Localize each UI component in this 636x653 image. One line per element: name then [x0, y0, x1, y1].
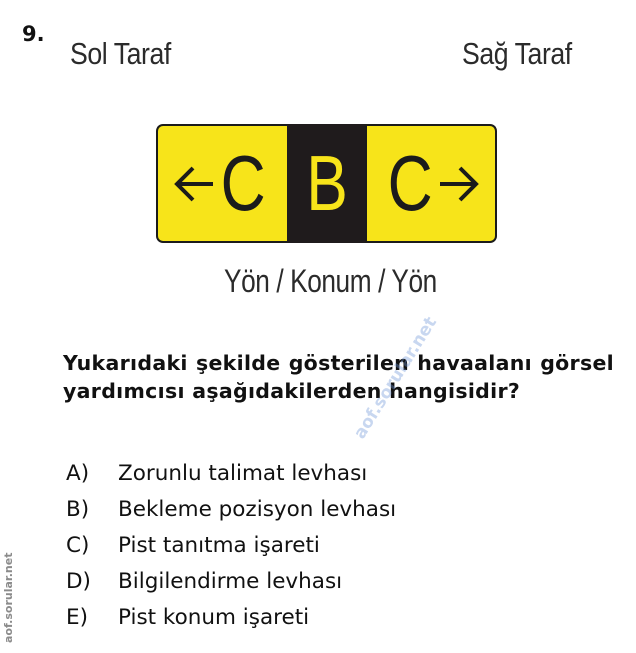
option-b[interactable]: [66, 491, 396, 527]
option-text: Pist konum işareti: [118, 604, 310, 630]
sign-right-panel: [365, 124, 497, 243]
sign-left-panel: [156, 124, 289, 243]
arrow-left-icon: [173, 164, 215, 204]
option-a[interactable]: [66, 455, 396, 491]
option-c[interactable]: [66, 527, 396, 563]
question-number: 9.: [22, 22, 45, 46]
option-letter: B): [66, 496, 90, 522]
option-letter: E): [66, 604, 88, 630]
option-letter: C): [66, 532, 90, 558]
left-side-label: Sol Taraf: [70, 36, 171, 71]
sign-center-panel: [287, 124, 367, 243]
option-text: Bekleme pozisyon levhası: [118, 496, 397, 522]
figure-caption: Yön / Konum / Yön: [224, 263, 437, 299]
diagonal-watermark: aof.sorular.net: [350, 313, 442, 443]
sign-right-letter: C: [387, 139, 433, 227]
option-e[interactable]: [66, 599, 396, 635]
sign-left-letter: C: [220, 139, 267, 227]
airport-sign: [156, 124, 497, 243]
option-text: Bilgilendirme levhası: [118, 568, 343, 594]
option-text: Zorunlu talimat levhası: [118, 460, 368, 486]
question-text: Yukarıdaki şekilde gösterilen havaalanı görsel yardımcısı aşağıdakilerden hangisidir?: [63, 351, 614, 403]
arrow-right-icon: [438, 164, 480, 204]
side-watermark: aof.sorular.net: [2, 552, 15, 643]
option-d[interactable]: [66, 563, 396, 599]
sign-center-letter: B: [306, 139, 348, 227]
option-text: Pist tanıtma işareti: [118, 532, 320, 558]
option-letter: A): [66, 460, 90, 486]
answer-options: [66, 455, 396, 635]
right-side-label: Sağ Taraf: [462, 36, 572, 71]
option-letter: D): [66, 568, 91, 594]
